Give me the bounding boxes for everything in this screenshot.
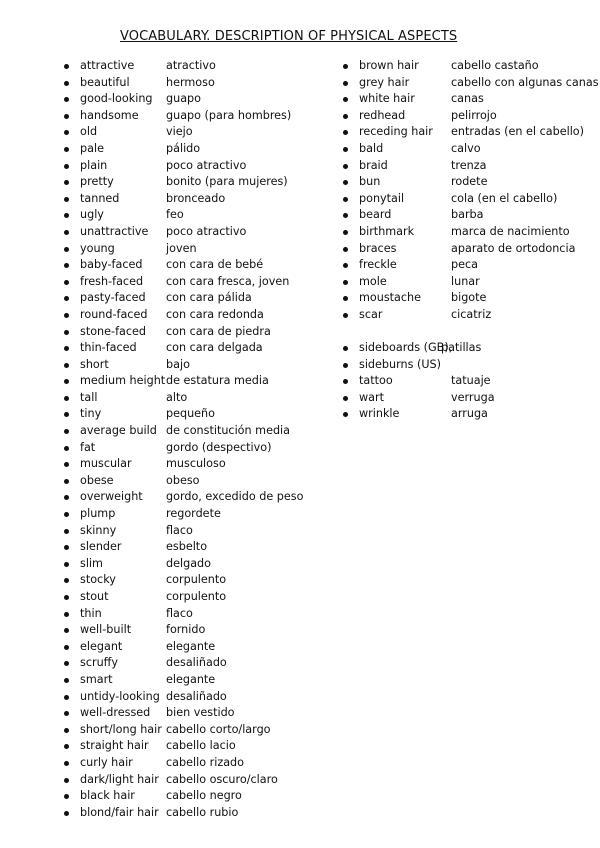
bullet-icon bbox=[64, 794, 69, 799]
bullet-icon bbox=[64, 545, 69, 550]
spanish-translation: fornido bbox=[166, 623, 206, 637]
english-term: pasty-faced bbox=[80, 291, 146, 305]
bullet-icon bbox=[64, 645, 69, 650]
english-term: plump bbox=[80, 507, 116, 521]
bullet-icon bbox=[64, 512, 69, 517]
spanish-translation: feo bbox=[166, 208, 184, 222]
spanish-translation: cabello rubio bbox=[166, 805, 239, 819]
spanish-translation: marca de nacimiento bbox=[451, 224, 570, 238]
spanish-translation: cola (en el cabello) bbox=[451, 191, 558, 205]
english-term: grey hair bbox=[359, 75, 410, 89]
bullet-icon bbox=[64, 230, 69, 235]
spanish-translation: con cara redonda bbox=[166, 307, 264, 321]
english-term: braid bbox=[359, 158, 388, 172]
english-term: baby-faced bbox=[80, 258, 143, 272]
english-term: scar bbox=[359, 307, 383, 321]
spanish-translation: bajo bbox=[166, 357, 190, 371]
spanish-translation: bien vestido bbox=[166, 706, 235, 720]
english-term: brown hair bbox=[359, 59, 419, 72]
page-title: VOCABULARY. DESCRIPTION OF PHYSICAL ASPECTS bbox=[120, 29, 458, 44]
spanish-translation: arruga bbox=[451, 407, 488, 421]
english-term: moustache bbox=[359, 291, 422, 305]
bullet-icon bbox=[64, 429, 69, 434]
bullet-icon bbox=[343, 97, 348, 102]
english-term: black hair bbox=[80, 789, 135, 803]
spanish-translation: bonito (para mujeres) bbox=[166, 175, 288, 189]
spanish-translation: cabello oscuro/claro bbox=[166, 772, 278, 786]
bullet-icon bbox=[64, 280, 69, 285]
bullet-icon bbox=[343, 64, 348, 69]
bullet-icon bbox=[64, 811, 69, 816]
spanish-translation: desaliñado bbox=[166, 689, 227, 703]
spanish-translation: peca bbox=[451, 258, 478, 272]
english-term: ponytail bbox=[359, 191, 405, 205]
spanish-translation: canas bbox=[451, 92, 484, 106]
spanish-translation: verruga bbox=[451, 390, 495, 404]
english-term: scruffy bbox=[80, 656, 118, 670]
english-term: tall bbox=[80, 390, 98, 404]
spanish-translation: cicatriz bbox=[451, 307, 492, 321]
bullet-icon bbox=[64, 130, 69, 135]
english-term: receding hair bbox=[359, 125, 433, 139]
english-term: pale bbox=[80, 141, 104, 155]
bullet-icon bbox=[343, 247, 348, 252]
english-term: redhead bbox=[359, 108, 406, 122]
spanish-translation: cabello con algunas canas bbox=[451, 75, 599, 89]
bullet-icon bbox=[64, 197, 69, 202]
bullet-icon bbox=[64, 446, 69, 451]
spanish-translation: de constitución media bbox=[166, 424, 291, 438]
spanish-translation: esbelto bbox=[166, 540, 208, 554]
bullet-icon bbox=[64, 628, 69, 633]
bullet-icon bbox=[64, 396, 69, 401]
english-term: straight hair bbox=[80, 739, 149, 753]
spanish-translation: alto bbox=[166, 390, 188, 404]
english-term: dark/light hair bbox=[80, 772, 159, 786]
bullet-icon bbox=[343, 296, 348, 301]
spanish-translation: poco atractivo bbox=[166, 158, 247, 172]
spanish-translation: guapo bbox=[166, 92, 201, 106]
english-term: young bbox=[80, 241, 115, 255]
english-term: skinny bbox=[80, 523, 117, 537]
english-term: short bbox=[80, 357, 109, 371]
bullet-icon bbox=[64, 529, 69, 534]
english-term: wart bbox=[359, 390, 384, 404]
bullet-icon bbox=[64, 479, 69, 484]
english-term: medium height bbox=[80, 374, 166, 388]
bullet-icon bbox=[64, 495, 69, 500]
bullet-icon bbox=[64, 164, 69, 169]
english-term: tattoo bbox=[359, 374, 393, 388]
english-term: birthmark bbox=[359, 224, 415, 238]
spanish-translation: con cara de bebé bbox=[166, 258, 264, 272]
bullet-icon bbox=[64, 778, 69, 783]
english-term: bun bbox=[359, 175, 381, 189]
spanish-translation: bigote bbox=[451, 291, 487, 305]
bullet-icon bbox=[64, 296, 69, 301]
bullet-icon bbox=[343, 114, 348, 119]
bullet-icon bbox=[343, 230, 348, 235]
english-term: round-faced bbox=[80, 307, 148, 321]
bullet-icon bbox=[64, 678, 69, 683]
english-term: thin-faced bbox=[80, 341, 137, 355]
spanish-translation: corpulento bbox=[166, 573, 227, 587]
spanish-translation: cabello corto/largo bbox=[166, 722, 271, 736]
spanish-translation: guapo (para hombres) bbox=[166, 108, 292, 122]
english-term: elegant bbox=[80, 639, 123, 653]
english-term: fresh-faced bbox=[80, 274, 144, 288]
bullet-icon bbox=[343, 130, 348, 135]
english-term: slim bbox=[80, 556, 103, 570]
spanish-translation: con cara de piedra bbox=[166, 324, 271, 338]
spanish-translation: corpulento bbox=[166, 590, 227, 603]
spanish-translation: poco atractivo bbox=[166, 224, 247, 238]
spanish-translation: pelirrojo bbox=[451, 108, 497, 122]
spanish-translation: hermoso bbox=[166, 75, 215, 89]
english-term: obese bbox=[80, 473, 114, 487]
bullet-icon bbox=[64, 263, 69, 268]
english-term: untidy-looking bbox=[80, 689, 160, 703]
english-term: tanned bbox=[80, 191, 120, 205]
english-term: beard bbox=[359, 208, 392, 222]
spanish-translation: calvo bbox=[451, 141, 481, 155]
spanish-translation: con cara pálida bbox=[166, 291, 252, 305]
english-term: curly hair bbox=[80, 755, 133, 769]
spanish-translation: flaco bbox=[166, 523, 193, 537]
english-term: plain bbox=[80, 158, 108, 172]
bullet-icon bbox=[64, 213, 69, 218]
english-term: overweight bbox=[80, 490, 143, 504]
bullet-icon bbox=[64, 761, 69, 766]
bullet-icon bbox=[64, 114, 69, 119]
english-term: tiny bbox=[80, 407, 102, 421]
bullet-icon bbox=[343, 263, 348, 268]
english-term: handsome bbox=[80, 108, 139, 122]
spanish-translation: musculoso bbox=[166, 457, 226, 471]
english-term: braces bbox=[359, 241, 397, 255]
bullet-icon bbox=[64, 313, 69, 318]
bullet-icon bbox=[64, 379, 69, 384]
bullet-icon bbox=[64, 180, 69, 185]
bullet-icon bbox=[343, 396, 348, 401]
english-term: wrinkle bbox=[359, 407, 400, 421]
bullet-icon bbox=[64, 64, 69, 69]
bullet-icon bbox=[64, 363, 69, 368]
bullet-icon bbox=[64, 81, 69, 86]
spanish-translation: cabello castaño bbox=[451, 59, 539, 72]
bullet-icon bbox=[64, 412, 69, 417]
english-term: pretty bbox=[80, 175, 114, 189]
bullet-icon bbox=[343, 180, 348, 185]
spanish-translation: con cara fresca, joven bbox=[166, 274, 290, 288]
bullet-icon bbox=[64, 562, 69, 567]
bullet-icon bbox=[64, 147, 69, 152]
spanish-translation: regordete bbox=[166, 507, 221, 521]
english-term: fat bbox=[80, 440, 96, 454]
spanish-translation: cabello negro bbox=[166, 789, 242, 803]
english-term: stout bbox=[80, 590, 109, 603]
bullet-icon bbox=[343, 412, 348, 417]
spanish-translation: tatuaje bbox=[451, 374, 491, 388]
english-term: well-dressed bbox=[80, 706, 151, 720]
bullet-icon bbox=[64, 97, 69, 102]
spanish-translation: obeso bbox=[166, 473, 200, 487]
spanish-translation: viejo bbox=[166, 125, 193, 139]
bullet-icon bbox=[343, 81, 348, 86]
bullet-icon bbox=[64, 695, 69, 700]
bullet-icon bbox=[343, 213, 348, 218]
english-term: short/long hair bbox=[80, 722, 162, 736]
spanish-translation: trenza bbox=[451, 158, 487, 172]
english-term: well-built bbox=[80, 623, 132, 637]
bullet-icon bbox=[343, 280, 348, 285]
english-term: smart bbox=[80, 672, 113, 686]
spanish-translation: de estatura media bbox=[166, 374, 269, 388]
spanish-translation: lunar bbox=[451, 274, 480, 288]
bullet-icon bbox=[343, 346, 348, 351]
spanish-translation: con cara delgada bbox=[166, 341, 263, 355]
english-term: blond/fair hair bbox=[80, 805, 159, 819]
english-term: average build bbox=[80, 424, 157, 438]
bullet-icon bbox=[64, 346, 69, 351]
spanish-translation: atractivo bbox=[166, 59, 216, 72]
english-term: stone-faced bbox=[80, 324, 146, 338]
spanish-translation: gordo (despectivo) bbox=[166, 440, 272, 454]
english-term: ugly bbox=[80, 208, 104, 222]
english-term: thin bbox=[80, 606, 102, 620]
spanish-translation: elegante bbox=[166, 672, 216, 686]
bullet-icon bbox=[64, 744, 69, 749]
spanish-translation: delgado bbox=[166, 556, 211, 570]
spanish-translation: desaliñado bbox=[166, 656, 227, 670]
bullet-icon bbox=[343, 379, 348, 384]
spanish-translation: patillas bbox=[441, 341, 482, 355]
bullet-icon bbox=[64, 728, 69, 733]
english-term: sideburns (US) bbox=[359, 357, 442, 371]
spanish-translation: rodete bbox=[451, 175, 488, 189]
english-term: slender bbox=[80, 540, 122, 554]
spanish-translation: gordo, excedido de peso bbox=[166, 490, 304, 504]
bullet-icon bbox=[64, 595, 69, 600]
bullet-icon bbox=[64, 330, 69, 335]
english-term: stocky bbox=[80, 573, 116, 587]
bullet-icon bbox=[343, 363, 348, 368]
bullet-icon bbox=[64, 661, 69, 666]
spanish-translation: barba bbox=[451, 208, 484, 222]
english-term: sideboards (GB), bbox=[359, 341, 453, 355]
bullet-icon bbox=[343, 197, 348, 202]
english-term: white hair bbox=[359, 92, 415, 106]
english-term: attractive bbox=[80, 59, 135, 72]
spanish-translation: elegante bbox=[166, 639, 216, 653]
spanish-translation: cabello rizado bbox=[166, 755, 244, 769]
english-term: mole bbox=[359, 274, 387, 288]
spanish-translation: pequeño bbox=[166, 407, 215, 421]
english-term: old bbox=[80, 125, 98, 139]
bullet-icon bbox=[343, 164, 348, 169]
spanish-translation: aparato de ortodoncia bbox=[451, 241, 576, 255]
bullet-icon bbox=[64, 462, 69, 467]
bullet-icon bbox=[343, 313, 348, 318]
spanish-translation: cabello lacio bbox=[166, 739, 236, 753]
spanish-translation: flaco bbox=[166, 606, 193, 620]
bullet-icon bbox=[64, 247, 69, 252]
english-term: bald bbox=[359, 141, 384, 155]
bullet-icon bbox=[64, 612, 69, 617]
bullet-icon bbox=[64, 711, 69, 716]
english-term: muscular bbox=[80, 457, 132, 471]
english-term: good-looking bbox=[80, 92, 153, 106]
spanish-translation: pálido bbox=[166, 141, 201, 155]
spanish-translation: bronceado bbox=[166, 191, 226, 205]
spanish-translation: joven bbox=[166, 241, 197, 255]
english-term: beautiful bbox=[80, 75, 130, 89]
english-term: freckle bbox=[359, 258, 397, 272]
bullet-icon bbox=[343, 147, 348, 152]
spanish-translation: entradas (en el cabello) bbox=[451, 125, 585, 139]
bullet-icon bbox=[64, 578, 69, 583]
english-term: unattractive bbox=[80, 224, 149, 238]
